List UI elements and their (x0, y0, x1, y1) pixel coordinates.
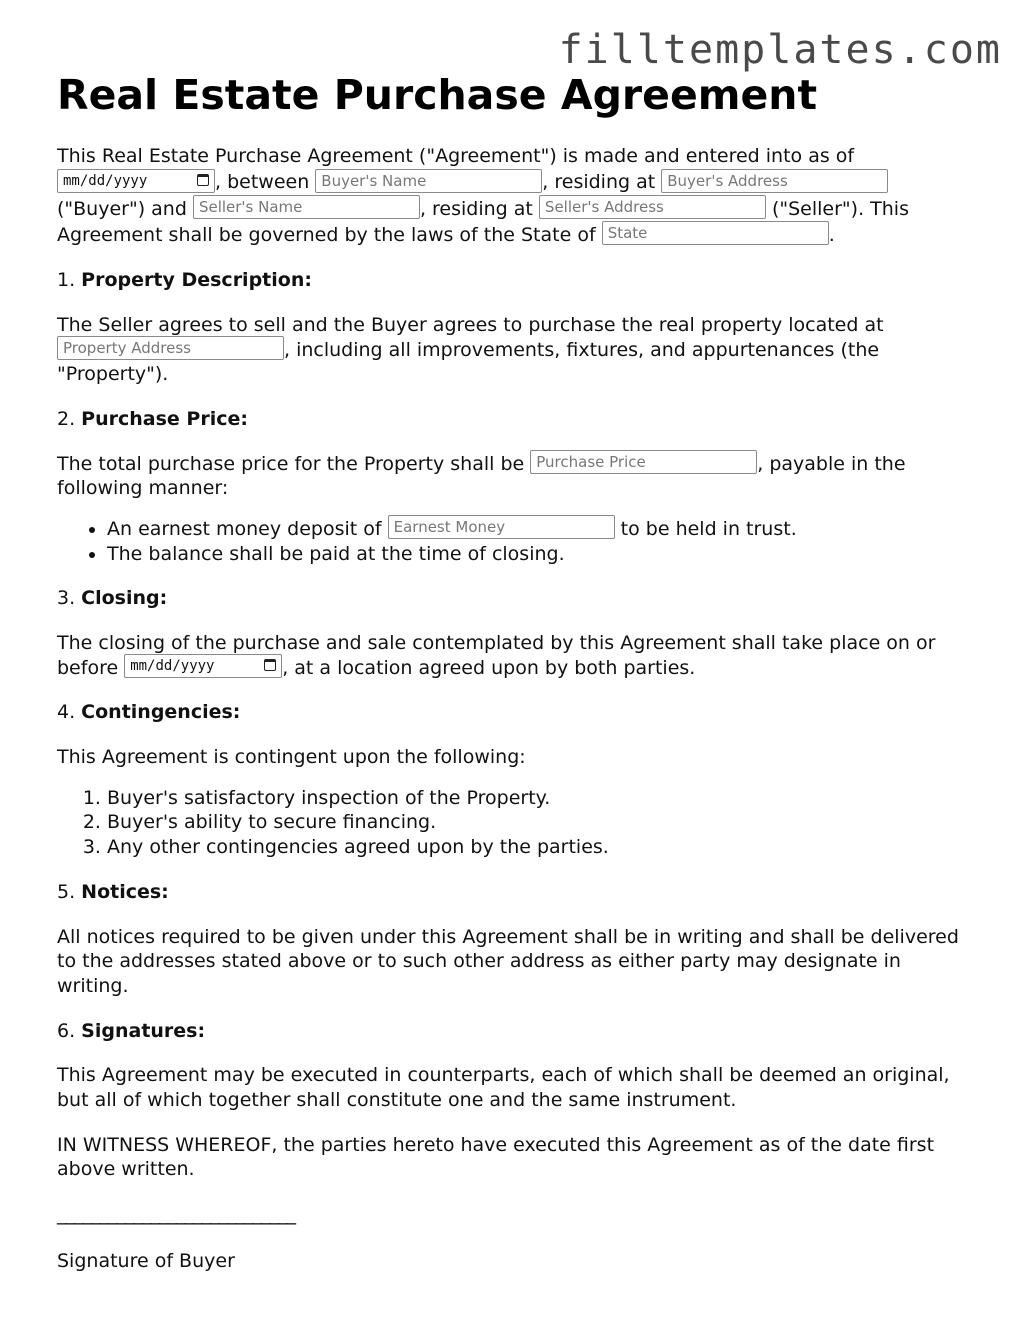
section-number: 3. (57, 587, 82, 610)
section-title: Closing: (81, 587, 168, 610)
section-number: 4. (57, 701, 82, 724)
intro-text: ("Seller"). This Agreement shall be governed by the laws of the State of (57, 197, 909, 246)
section-number: 6. (57, 1019, 82, 1042)
intro-text: . (828, 223, 835, 246)
witness-paragraph: IN WITNESS WHEREOF, the parties hereto have executed this Agreement as of the date first above written. (57, 1133, 935, 1181)
property-address-field[interactable]: Property Address (57, 336, 284, 360)
calendar-icon[interactable] (264, 659, 276, 671)
intro-text: , between (215, 171, 316, 194)
document (57, 70, 977, 1293)
section-number: 1. (57, 269, 82, 292)
section-title: Signatures: (81, 1019, 206, 1042)
signature-label: Signature of Buyer (57, 1249, 235, 1272)
closing-date-placeholder: mm/dd/yyyy (130, 658, 215, 675)
section-title: Property Description: (81, 269, 312, 292)
seller-name-field[interactable]: Seller's Name (193, 195, 420, 219)
list-item: 3. Any other contingencies agreed upon by the parties. (107, 835, 977, 860)
watermark: filltemplates.com (558, 27, 1002, 73)
section-title: Contingencies: (81, 701, 241, 724)
section-heading-closing (57, 586, 977, 611)
price-paragraph (57, 452, 977, 501)
intro-paragraph (57, 143, 977, 248)
agreement-date-field[interactable] (57, 169, 215, 193)
payment-text: An earnest money deposit of (107, 517, 388, 540)
section-heading-contingencies (57, 700, 977, 725)
notices-paragraph: All notices required to be given under this Agreement shall be in writing and shall be delivered to the addresses stated above or to such other address as either party may designate in writing. (57, 925, 959, 997)
contingencies-intro: This Agreement is contingent upon the following: (57, 746, 526, 769)
closing-paragraph (57, 631, 977, 680)
intro-text: ("Buyer") and (57, 197, 193, 220)
calendar-icon[interactable] (197, 174, 209, 186)
buyer-name-field[interactable]: Buyer's Name (315, 169, 542, 193)
payment-text: to be held in trust. (614, 517, 797, 540)
section-number: 2. (57, 407, 82, 430)
intro-text: This Real Estate Purchase Agreement ("Agreement") is made and entered into as of (57, 145, 855, 168)
intro-text: , residing at (542, 171, 662, 194)
payment-list (57, 517, 977, 566)
property-paragraph (57, 313, 977, 387)
section-title: Notices: (81, 880, 169, 903)
seller-address-field[interactable]: Seller's Address (539, 195, 766, 219)
contingencies-list (57, 786, 977, 860)
buyer-address-field[interactable]: Buyer's Address (661, 169, 888, 193)
price-text: , payable in the following manner: (57, 452, 906, 500)
section-number: 5. (57, 880, 82, 903)
section-heading-signatures (57, 1019, 977, 1044)
list-item: • The balance shall be paid at the time of closing. (107, 542, 977, 567)
closing-text: , at a location agreed upon by both parties. (282, 656, 696, 679)
list-item (107, 517, 977, 542)
signature-line: ____________________________ (57, 1203, 295, 1225)
page-title: Real Estate Purchase Agreement (57, 71, 818, 119)
section-heading-property (57, 268, 977, 293)
earnest-money-field[interactable]: Earnest Money (388, 515, 615, 539)
signatures-paragraph: This Agreement may be executed in counterparts, each of which shall be deemed an original, but all of which together shall constitute one and the same instrument. (57, 1064, 950, 1111)
list-item: 1. Buyer's satisfactory inspection of the Property. (107, 786, 977, 811)
intro-text: , residing at (419, 197, 539, 220)
closing-text: The closing of the purchase and sale contemplated by this Agreement shall take place on or before (57, 632, 936, 679)
section-heading-price (57, 407, 977, 432)
state-field[interactable]: State (602, 221, 829, 245)
price-text: The total purchase price for the Property shall be (57, 452, 531, 475)
purchase-price-field[interactable]: Purchase Price (530, 450, 757, 474)
closing-date-field[interactable] (124, 654, 282, 678)
agreement-date-placeholder: mm/dd/yyyy (63, 172, 148, 189)
section-heading-notices (57, 880, 977, 905)
list-item: 2. Buyer's ability to secure financing. (107, 810, 977, 835)
section-title: Purchase Price: (81, 407, 248, 430)
property-text: , including all improvements, fixtures, and appurtenances (the "Property"). (57, 338, 880, 386)
property-text: The Seller agrees to sell and the Buyer agrees to purchase the real property located at (57, 313, 884, 336)
